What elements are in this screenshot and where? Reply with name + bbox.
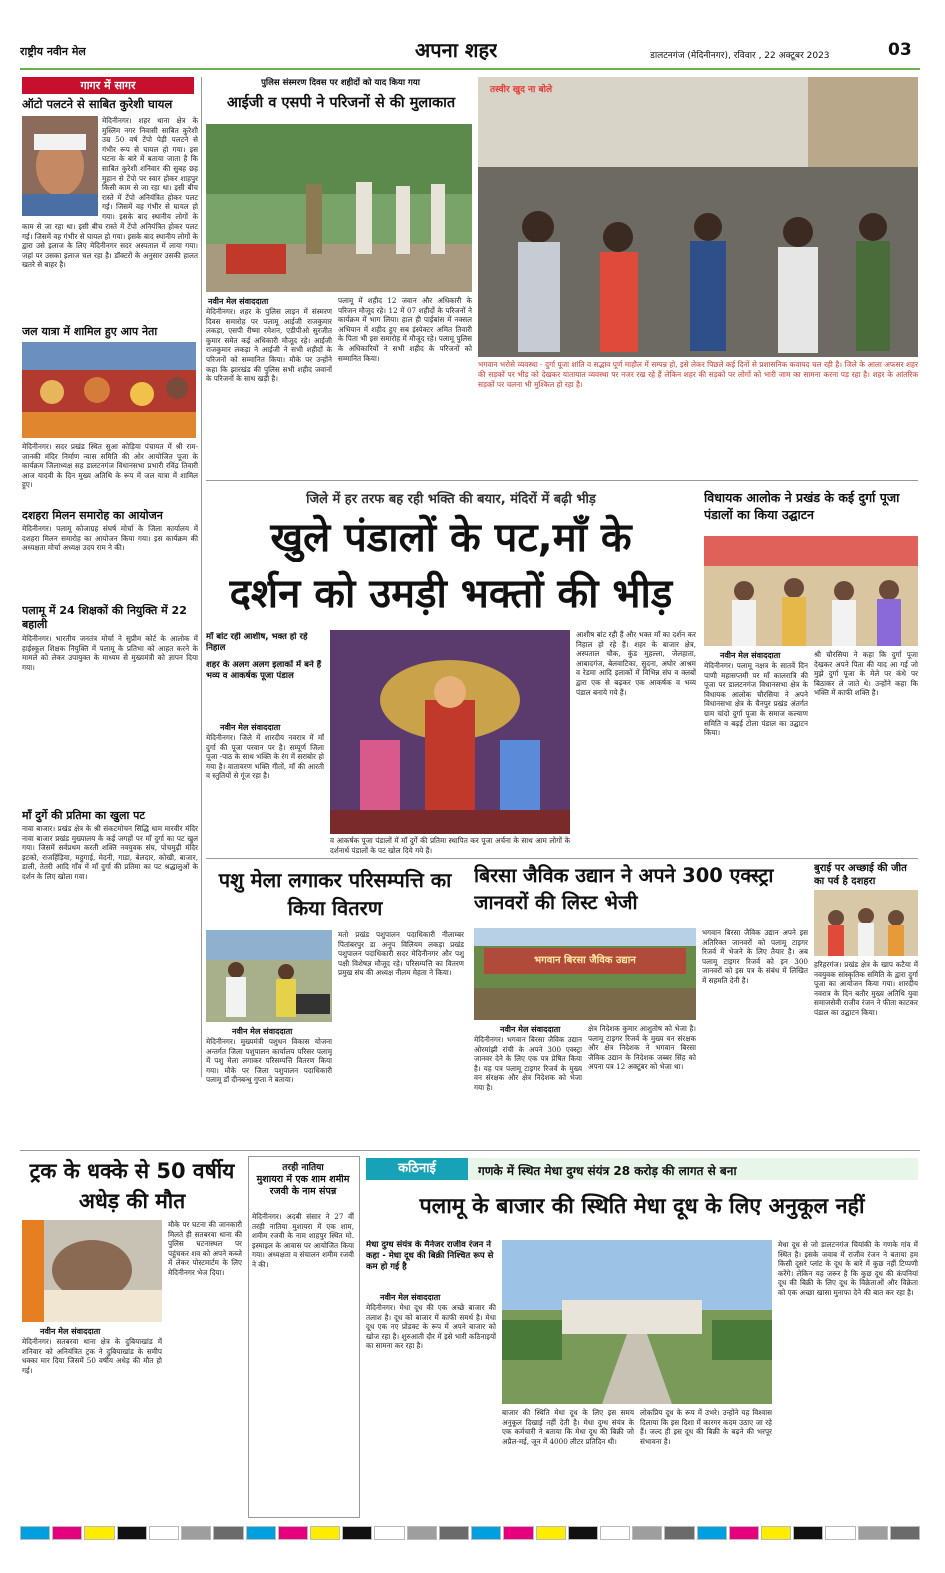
color-swatch — [310, 1526, 340, 1540]
color-swatch — [600, 1526, 630, 1540]
story-head-dussehra-milan: दशहरा मिलन समारोह का आयोजन — [22, 509, 163, 522]
truck-col2: मौके पर घटना की जानकारी मिलते ही सतबरवा थाना की पुलिस घटनास्थल पर पहुंचकर शव को अपने कब्जे में लेकर पोस्टमार्टम के लिए मेदिनीनगर भेज दिया। — [168, 1220, 242, 1277]
police-col2: पलामू में शहीद 12 जवान और अधिकारी के परिजन मौजूद रहे। 12 में 07 शहीदों के परिजनों ने कार्यक्रम में भाग लिया। हाल ही पाईबांस में नक्सल अभियान में शहीद हुए सब इंस्पेक्टर अमित तिवारी के पिता भी इस समारोह में मौजूद रहे। पलामू पुलिस के अधिकारियों ने सभी शहीद के परिजनों को सम्मानित किया। — [338, 296, 472, 363]
zoo-col3: भगवान बिरसा जैविक उद्यान अपने इस अतिरिक्त जानवरों को पलामू टाइगर रिजर्व में भेजने के लिए तैयार है। अब पलामू टाइगर रिजर्व को इन 300 जानवरों को इस पत्र के संबंध में लिखित में सहमति देनी है। — [702, 928, 808, 985]
police-byline: नवीन मेल संवाददाता — [208, 297, 269, 306]
banner-sub1: माँ बांट रही आशीष, भक्त हो रहे निहाल — [206, 632, 308, 653]
color-registration-bar — [20, 1526, 920, 1538]
dussehra-photo — [814, 890, 918, 956]
mla-headline: विधायक आलोक ने प्रखंड के कई दुर्गा पूजा पंडालों का किया उद्घाटन — [704, 490, 900, 522]
mla-inauguration-svg — [704, 536, 918, 646]
story-body-dussehra-milan: मेदिनीनगर। पलामू कोजाग्रह संघर्ष मोर्चा के जिला कार्यालय में दशहरा मिलन समारोह का आयोजन किया गया। इस कार्यक्रम की अध्यक्षता मोर्चा अध्यक्ष उदय राम ने की। — [22, 524, 198, 553]
milk-col1: मेदिनीनगर। मेधा दूध की एक अच्छे बाजार की तलाश है। दूध को बाजार में काफी समर्थ है। मेधा दूध एक नए प्रोडक्ट के रूप में अपने बाजार को खोज रहा है। शुरुआती दौर में इसे भारी कठिनाइयों का सामना कर रहा है। — [366, 1303, 496, 1351]
color-swatch — [181, 1526, 211, 1540]
color-swatch — [858, 1526, 888, 1540]
injured-man-photo — [22, 116, 98, 216]
jal-yatra-photo — [22, 342, 196, 438]
milk-band: कठिनाई — [366, 1158, 468, 1180]
story-head-auto: ऑटो पलटने से साबित कुरेशी घायल — [22, 97, 173, 111]
story-head-durga-idol: माँ दुर्गे की प्रतिमा का खुला पट — [22, 809, 145, 822]
milk-kicker: गणके में स्थित मेधा दुग्ध संयंत्र 28 करोड़ की लागत से बना — [478, 1164, 737, 1178]
banner-byline: नवीन मेल संवाददाता — [220, 723, 281, 732]
cattle-fair-photo — [206, 930, 332, 1022]
jal-yatra-svg — [22, 342, 196, 438]
milk-sub: मेधा दुग्ध संयंत्र के मैनेजर राजीव रंजन ने कहा - मेधा दूध की बिक्री निश्चित रूप से कम हो गई है — [366, 1240, 494, 1272]
story-body-teachers: मेदिनीनगर। भारतीय जनतंत्र मोर्चा ने सुप्रीम कोर्ट के आलोक में हाईस्कूल शिक्षक नियुक्ति में पलामू के प्रतिभा को आहत करने के मामले को लेकर उपायुक्त के माध्यम से मुख्यमंत्री को ज्ञापन दिया गया। — [22, 634, 198, 672]
zoo-byline: नवीन मेल संवाददाता — [500, 1025, 561, 1034]
cattle-col2: मतो प्रखंड पशुपालन पदाधिकारी नीलाम्बर पितांबरपुर डा अनूप विलियम लकड़ा प्रखंड पशुपालन पदाधिकारी सदर मेदिनीनगर और पशु पक्षी विशेषज्ञ मौजूद रहे। परिसम्पत्ति का वितरण प्रमुख संघ की अध्यक्ष नीलम मेहता ने किया। — [338, 930, 464, 978]
color-swatch — [536, 1526, 566, 1540]
color-swatch — [503, 1526, 533, 1540]
color-swatch — [825, 1526, 855, 1540]
photo-caption: भगवान भरोसे व्यवस्था - दुर्गा पूजा शांति व सद्भाव पूर्ण माहौल में सम्पन्न हो, इसे लेकर पिछले कई दिनों से प्रशासनिक कवायद चल रही है। जिले के आला अफसर शहर की सड़कों पर भीड़ को देखकर यातायात व्यवस्था पर नजर रख रहे हैं लेकिन शहर की सड़कों पर लोगों को भारी जाम का सामना करना पड़ रहा है। शहर के आंतरिक सड़कों पर चलना भी मुश्किल हो रहा है। — [478, 360, 918, 389]
police-ceremony-svg — [206, 124, 472, 292]
cattle-byline: नवीन मेल संवाददाता — [232, 1027, 293, 1036]
color-swatch — [471, 1526, 501, 1540]
mid-section-rule — [206, 858, 918, 859]
color-swatch — [697, 1526, 727, 1540]
color-swatch — [84, 1526, 114, 1540]
masthead — [20, 34, 920, 66]
dussehra-headline: बुराई पर अच्छाई की जीत का पर्व है दशहरा — [814, 863, 907, 887]
milk-headline: पलामू के बाजार की स्थिति मेधा दूध के लिए अनुकूल नहीं — [419, 1194, 865, 1219]
crowd-photo — [478, 77, 918, 357]
durga-idol-svg — [330, 630, 570, 834]
color-swatch — [632, 1526, 662, 1540]
banner-col3: आशीष बांट रही हैं और भक्त माँ का दर्शन कर निहाल हो रहे हैं। शहर के बाजार क्षेत्र, अस्पताल चौक, कुंड मुहल्ला, जेलहाता, आबादगंज, बेलवाटिका, सुदना, अघोर आश्रम व रेडमा आदि इलाकों में विभिन्न संघ व क्लबों द्वारा एक से बढ़कर एक आकर्षक व भव्य पंडाल बनाये गये हैं। — [576, 630, 696, 697]
milk-below-photo-2: लोकप्रिय दूध के रूप में उभरे। उन्होंने यह विश्वास दिलाया कि इस दिशा में कारगर कदम उठाए जा रहे हैं। जल्द ही इस दूध की बिक्री के बढ़ने की भरपूर संभावना है। — [640, 1408, 772, 1446]
color-swatch — [890, 1526, 920, 1540]
police-ceremony-photo — [206, 124, 472, 292]
color-swatch — [213, 1526, 243, 1540]
color-swatch — [246, 1526, 276, 1540]
durga-idol-photo — [330, 630, 570, 834]
truck-col1: मेदिनीनगर। सतबरवा थाना क्षेत्र के दुबियाखांड में शनिवार को अनियंत्रित ट्रक ने दुबियाखांड के समीप धक्का मार दिया जिसमें 50 वर्षीय अधेड़ की मौत हो गई। — [22, 1337, 162, 1375]
deceased-svg — [22, 1220, 162, 1322]
masthead-rule — [20, 68, 920, 70]
banner-col1: मेदिनीनगर। जिले में शारदीय नवरात्र में माँ दुर्गा की पूजा परवान पर है। सम्पूर्ण जिला पूजा -पाठ के साथ भक्ति के रंग में सराबोर हो गया है। वातावरण भक्ति गीतों, माँ की आरती व स्तुतियों से गूंज रहा है। — [206, 733, 324, 781]
banner-headline-line1: खुले पंडालों के पट,माँ के — [270, 515, 632, 561]
truck-byline: नवीन मेल संवाददाता — [40, 1327, 101, 1336]
mla-inauguration-photo — [704, 536, 918, 646]
story-body-auto-cont: काम से जा रहा था। इसी बीच रास्ते में टेंपो अनियंत्रित होकर पलट गई। जिसमें वह गंभीर से घायल हो गया। इसके बाद स्थानीय लोगों के द्वारा उसे इलाज के लिए मेदिनीनगर सदर अस्पताल में लाया गया। जहां पर उसका इलाज चल रहा है। डॉक्टरों के अनुसार उसकी हालत खतरे से बाहर है। — [22, 222, 198, 270]
color-swatch — [52, 1526, 82, 1540]
milk-below-photo-1: बाजार की स्थिति मेधा दूध के लिए इस समय अनुकूल दिखाई नहीं देती है। मेधा दुग्ध संयंत्र के एक कर्मचारी ने बताया कि मेधा दूध की बिक्री जो अप्रैल-मई, जून में 4000 लीटर प्रतिदिन थी। — [502, 1408, 634, 1446]
police-col1: मेदिनीनगर। शहर के पुलिस लाइन में संस्मरण दिवस समारोह पर पलामू आईजी राजकुमार लकड़ा, एसपी रीष्मा रमेशन, एडीपीओ सुरजीत कुमार समेत कई अधिकारी मौजूद रहे। आईजी राजकुमार लकड़ा ने आईजी ने सभी शहीदों के परिजनों को सम्मानित किया। मौके पर उन्होंने कहा कि झारखंड की पुलिस सभी शहीद जवानों के परिजनों के साथ खड़ी है। — [206, 307, 332, 384]
truck-headline: ट्रक के धक्के से 50 वर्षीय अधेड़ की मौत — [29, 1159, 235, 1213]
banner-kicker: जिले में हर तरफ बह रही भक्ति की बयार, मंदिरों में बढ़ी भीड़ — [306, 492, 596, 507]
dussehra-svg — [814, 890, 918, 956]
mla-col2: श्री चौरसिया ने कहा कि दुर्गा पूजा देखकर अपने पिता की याद आ गई जो मुझे दुर्गा पूजा के मेले पर कंधे पर बिठाकर ले जाते थे। उन्होंने कहा कि भक्ति में काफी शक्ति है। — [814, 650, 918, 698]
color-swatch — [761, 1526, 791, 1540]
color-swatch — [374, 1526, 404, 1540]
color-swatch — [117, 1526, 147, 1540]
tarhi-headline: मुशायरा में एक शाम शमीम रजवी के नाम संपन्न — [256, 1174, 350, 1197]
dussehra-col1: हरिहरगंज। प्रखंड क्षेत्र के खाप कटैया में नवयुवक सांस्कृतिक समिति के द्वारा दुर्गा पूजा का आयोजन किया गया। शारदीय नवरात्र के दिन बतौर मुख्य अतिथि युवा समाजसेवी राजीव रंजन ने फीता काटकर पंडाल का उद्घाटन किया। — [814, 960, 918, 1017]
dateline: डालटनगंज (मेदिनीनगर), रविवार , 22 अक्टूबर 2023 — [650, 51, 830, 61]
zoo-gate-svg — [474, 928, 696, 1020]
zoo-gate-photo — [474, 928, 696, 1020]
story-head-jal-yatra: जल यात्रा में शामिल हुए आप नेता — [22, 325, 158, 338]
zoo-col2: क्षेत्र निदेशक कुमार आशुतोष को भेजा है। पलामू टाइगर रिजर्व के मुख्य वन संरक्षक और क्षेत्र निदेशक ने भगवान बिरसा जैविक उद्यान के निदेशक जब्बर सिंह को अपना पत्र 12 अक्टूबर को भेजा था। — [588, 1024, 696, 1072]
milk-col3: मेधा दूध से जो डालटनगंज चियांकी के गणके गांव में स्थित है। इसके जवाब में राजीव रंजन ने बताया हम किसी दूसरे प्लांट के दूध के बारे में कुछ नहीं टिप्पणी करेंगे। लेकिन यह जरूर है कि कुछ दूध की कंपनियां दूध की बिक्री के लिए दूध के विक्रेताओं और विक्रेता को एक अच्छा खासा मुनाफा देने की बात कर रहा है। — [778, 1240, 918, 1297]
color-swatch — [568, 1526, 598, 1540]
color-swatch — [278, 1526, 308, 1540]
mla-byline: नवीन मेल संवाददाता — [720, 651, 781, 660]
cattle-fair-svg — [206, 930, 332, 1022]
color-swatch — [729, 1526, 759, 1540]
color-swatch — [439, 1526, 469, 1540]
tarhi-col1: मेदिनीनगर। अदबी संसार ने 27 वीं तरही नातिया मुशायरा में एक शाम, शमीम रजवी के नाम शाहपुर स्थित मो. इस्माइल के आवास पर आयोजित किया गया। अध्यक्षता व संचालन शमीम रजवी ने की। — [252, 1212, 354, 1269]
zoo-col1: मेदिनीनगर। भगवान बिरसा जैविक उद्यान ओरमांझी रांची के अपने 300 एक्स्ट्रा जानवर देने के लिए एक पत्र प्रेषित किया है। यह पत्र पलामू टाइगर रिजर्व के मुख्य वन संरक्षक और क्षेत्र निदेशक को भेजा गया है। — [474, 1035, 582, 1092]
color-swatch — [407, 1526, 437, 1540]
color-swatch — [149, 1526, 179, 1540]
swatch-row — [20, 1526, 920, 1538]
bottom-section-rule — [20, 1150, 920, 1151]
milk-plant-photo — [502, 1240, 772, 1404]
section-title: अपना शहर — [415, 38, 498, 62]
tarhi-kicker: तरही नातिया — [282, 1163, 324, 1173]
photo-tag: तस्वीर खुद ना बोले — [490, 85, 553, 95]
zoo-gate-sign: भगवान बिरसा जैविक उद्यान — [534, 955, 636, 966]
police-headline: आईजी व एसपी ने परिजनों से की मुलाकात — [226, 95, 456, 111]
page-number: 03 — [888, 40, 912, 60]
milk-byline: नवीन मेल संवाददाता — [380, 1293, 441, 1302]
injured-man-svg — [22, 116, 98, 216]
masthead-logo: राष्ट्रीय नवीन मेल — [20, 45, 86, 58]
crowd-svg — [478, 77, 918, 357]
story-body-auto: मेदिनीनगर। शहर थाना क्षेत्र के मुस्लिम नगर निवासी साबित कुरेशी उम्र 50 वर्ष टेंपो पेड़ी पलटने से गंभीर रूप से घायल हो गया। इस घटना के बारे में बताया जाता है कि साबित कुरेशी शनिवार की सुबह छह मुहान से टेंपो पर स्वार होकर शाहपुर किसी काम से जा रहा था। इसी बीच रास्ते में टेंपो अनियंत्रित होकर पलट गई। जिसमें वह गंभीर से घायल हो गया। इसके बाद स्थानीय लोगों के — [102, 116, 198, 221]
left-column-divider — [201, 77, 202, 1077]
color-swatch — [342, 1526, 372, 1540]
story-body-jal-yatra: मेदिनीनगर। सदर प्रखंड स्थित सुआ कोड़िया पंचायत में श्री राम-जानकी मंदिर निर्माण न्यास समिति की ओर आयोजित पूजा के कार्यक्रम जिलाध्यक्ष सह डालटनगंज विधानसभा प्रभारी रविंद्र तिवारी आज यादवी के दिन मुख्य अतिथि के रूप में जल यात्रा में शामिल हुए। — [22, 442, 198, 490]
mla-col1: मेदिनीनगर। पलामू नक्षत्र के सातवें दिन पाणी महासप्तमी पर माँ कालरात्रि की पूजा पर डालटनगंज विधानसभा क्षेत्र के विधायक आलोक चौरसिया ने अपने विधानसभा क्षेत्र के चैनपुर प्रखंड अंतर्गत ग्राम चांदो दुर्गा पूजा के समाज कल्याण समिति व बढ़ई टोला पंडाल का उद्घाटन किया। — [704, 661, 808, 738]
top-section-rule — [206, 480, 918, 481]
story-head-teachers: पलामू में 24 शिक्षकों की नियुक्ति में 22 बहाली — [22, 604, 187, 631]
deceased-photo — [22, 1220, 162, 1322]
banner-sub2: शहर के अलग अलग इलाकों में बने हैं भव्य व आकर्षक पूजा पंडाल — [206, 660, 322, 681]
zoo-headline: बिरसा जैविक उद्यान ने अपने 300 एक्स्ट्रा जानवरों की लिस्ट भेजी — [474, 864, 774, 914]
banner-headline-line2: दर्शन को उमड़ी भक्तों की भीड़ — [229, 571, 673, 617]
police-kicker: पुलिस संस्मरण दिवस पर शहीदों को याद किया गया — [261, 78, 420, 88]
color-swatch — [20, 1526, 50, 1540]
color-swatch — [664, 1526, 694, 1540]
cattle-col1: मेदिनीनगर। मुख्यमंत्री पशुधन विकास योजना अन्तर्गत जिला पशुपालन कार्यालय परिसर पलामू में पशु मेला लगाकर परिसम्पत्ति वितरण किया गया। मौके पर जिला पशुपालन पदाधिकारी पलामू डॉ दीनबन्धु गुप्ता ने बताया। — [206, 1037, 332, 1085]
color-swatch — [793, 1526, 823, 1540]
left-column-band: गागर में सागर — [22, 77, 194, 94]
cattle-headline: पशु मेला लगाकर परिसम्पत्ति का किया वितरण — [218, 868, 452, 920]
milk-plant-svg — [502, 1240, 772, 1404]
story-body-durga-idol: नावा बाजार। प्रखंड क्षेत्र के श्री संकटमोचन सिद्धि धाम मारवीर मंदिर नावा बाजार प्रखंड मुख्यालय के कई जगहों पर माँ दुर्गा का पट खुल गया। जिसमें सर्वप्रथम करती शक्ति नवयुवक संघ, पोचमुढ़ी मंदिर इटको, राजहिंड़िया, महुगाई, मेदनी, गाडा, बेलदार, कोखी, बाजार, डाली, तेतरी आदि गाँव में माँ दुर्गा की प्रतिमा का पट श्रद्धालुओं के दर्शन के लिए खोला गया। — [22, 824, 198, 881]
banner-below-photo: व आकर्षक पूजा पंडालों में माँ दुर्गे की प्रतिमा स्थापित कर पूजा अर्चना के साथ आम लोगों के दर्शनार्थ पंडालों के पट खोल दिये गये हैं। — [330, 836, 570, 855]
